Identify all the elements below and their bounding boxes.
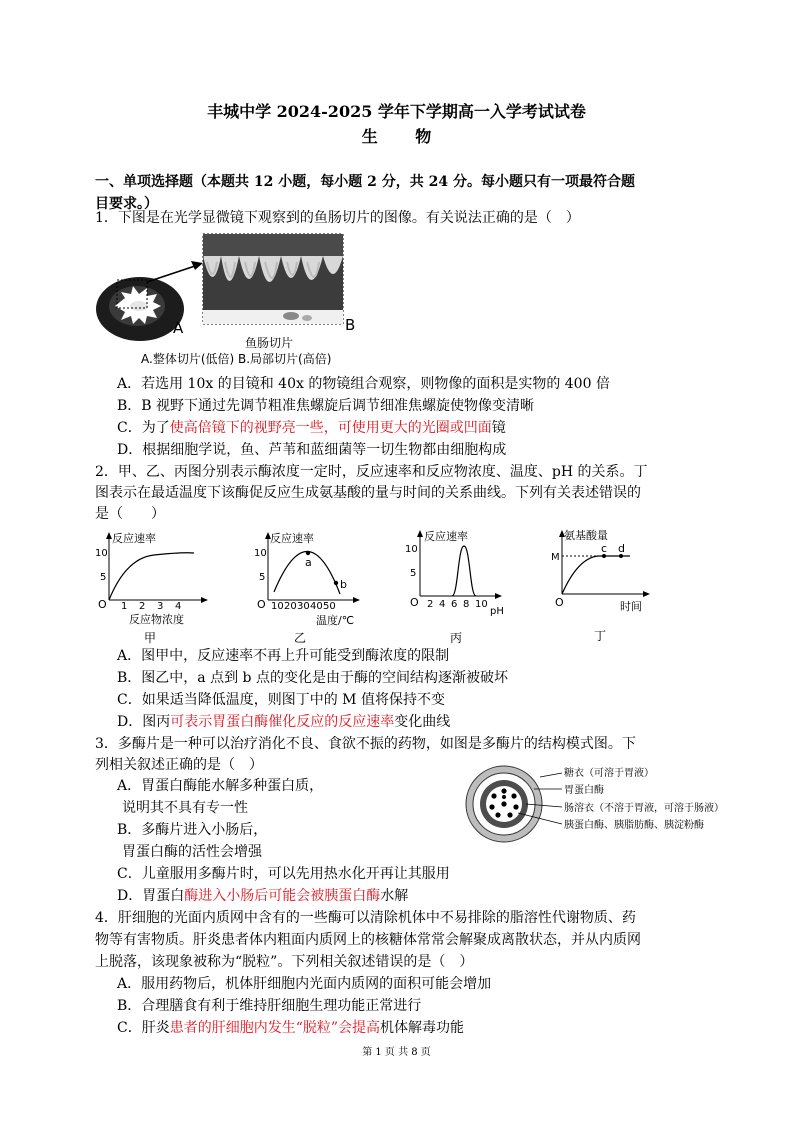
q1-stem: 1．下图是在光学显微镜下观察到的鱼肠切片的图像。有关说法正确的是（ ） bbox=[95, 210, 580, 226]
chart-yi-xtick-50: 50 bbox=[323, 601, 336, 612]
chart-bing-curve bbox=[452, 546, 476, 596]
q4-option-c bbox=[117, 1018, 464, 1038]
chart-ding bbox=[548, 524, 658, 646]
chart-bing-xtick-10: 10 bbox=[475, 599, 488, 610]
q3-option-d-post: 水解 bbox=[380, 888, 409, 904]
q1-label-a: A bbox=[173, 319, 184, 337]
q1-option-b: B．B 视野下通过先调节粗准焦螺旋后调节细准焦螺旋使物像变清晰 bbox=[117, 398, 535, 414]
q3-option-d-highlight: 酶进入小肠后可能会被胰蛋白酶 bbox=[184, 888, 381, 904]
q4-option-c-highlight: 患者的肝细胞内发生“脱粒”会提高 bbox=[169, 1020, 381, 1036]
chart-jia-xtick-3: 3 bbox=[157, 601, 164, 612]
chart-bing-xtick-8: 8 bbox=[463, 599, 470, 610]
q4-option-c-pre: C．肝炎 bbox=[117, 1020, 170, 1036]
chart-yi-origin: O bbox=[257, 598, 266, 611]
q2-option-d-post: 变化曲线 bbox=[394, 714, 451, 730]
q4-stem-line2: 物等有害物质。肝炎患者体内粗面内质网上的核糖体常常会解聚成离散状态，并从内质网 bbox=[95, 932, 641, 948]
fish-intestine-micrograph bbox=[95, 232, 385, 372]
q3-label-pepsin: 胃蛋白酶 bbox=[564, 785, 604, 796]
chart-bing-origin: O bbox=[410, 596, 419, 609]
chart-yi-label-b: b bbox=[340, 578, 347, 591]
q3-option-d bbox=[117, 886, 408, 906]
q2-stem-line3: 是（ ） bbox=[95, 506, 165, 522]
q4-option-c-post: 机体解毒功能 bbox=[380, 1020, 465, 1036]
q4-stem-line1: 4．肝细胞的光面内质网中含有的一些酶可以清除机体中不易排除的脂溶性代谢物质、药 bbox=[95, 910, 636, 926]
q1-option-c bbox=[117, 418, 506, 438]
chart-yi-ytick-5: 5 bbox=[259, 572, 266, 583]
chart-jia-xlabel: 反应物浓度 bbox=[129, 613, 184, 626]
q3-option-b-line2: 胃蛋白酶的活性会增强 bbox=[122, 844, 262, 860]
q3-label-enteric-coat: 肠溶衣（不溶于胃液，可溶于肠液） bbox=[564, 803, 724, 814]
q3-option-d-pre: D．胃蛋白 bbox=[117, 888, 185, 904]
q1-option-c-post: 镜 bbox=[491, 420, 506, 436]
multi-enzyme-tablet-diagram bbox=[462, 763, 742, 845]
chart-ding-label-c: c bbox=[601, 542, 608, 555]
chart-bing-name: 丙 bbox=[450, 631, 463, 645]
exam-title: 丰城中学 2024-2025 学年下学期高一入学考试试卷 bbox=[207, 102, 586, 121]
chart-bing-ylabel: 反应速率 bbox=[424, 530, 468, 543]
chart-jia-ylabel: 反应速率 bbox=[112, 532, 156, 545]
chart-yi-point-a bbox=[306, 551, 310, 555]
q3-label-pancreatic-enzymes: 胰蛋白酶、胰脂肪酶、胰淀粉酶 bbox=[564, 820, 704, 831]
section-heading-line1: 一、单项选择题（本题共 12 小题，每小题 2 分，共 24 分。每小题只有一项最符合题 bbox=[95, 174, 635, 190]
q1-label-b: B bbox=[345, 316, 356, 334]
q1-figure bbox=[95, 232, 385, 372]
chart-yi-xtick-30: 30 bbox=[297, 601, 310, 612]
q2-option-d-highlight: 可表示胃蛋白酶催化反应的反应速率 bbox=[170, 714, 395, 730]
q2-option-b: B．图乙中，a 点到 b 点的变化是由于酶的空间结构逐渐被破坏 bbox=[117, 670, 508, 686]
chart-yi-ylabel: 反应速率 bbox=[270, 532, 314, 545]
chart-bing-ytick-10: 10 bbox=[405, 544, 418, 555]
section-heading-line2: 目要求。） bbox=[95, 196, 158, 212]
chart-jia-ytick-10: 10 bbox=[95, 548, 108, 559]
chart-jia-xtick-4: 4 bbox=[175, 601, 182, 612]
chart-jia-origin: O bbox=[98, 598, 107, 611]
chart-yi bbox=[252, 528, 372, 646]
chart-ding-label-d: d bbox=[618, 542, 625, 555]
chart-yi-xtick-10: 10 bbox=[271, 601, 284, 612]
q2-option-d-pre: D．图丙 bbox=[117, 714, 171, 730]
chart-ding-ytick-m: M bbox=[551, 552, 560, 563]
chart-yi-xtick-40: 40 bbox=[310, 601, 323, 612]
chart-jia-name: 甲 bbox=[144, 631, 157, 645]
chart-jia-ytick-5: 5 bbox=[100, 572, 107, 583]
q3-option-a-line2: 说明其不具有专一性 bbox=[122, 800, 248, 816]
chart-yi-label-a: a bbox=[305, 556, 312, 569]
q1-option-a: A．若选用 10x 的目镜和 40x 的物镜组合观察，则物像的面积是实物的 400 倍 bbox=[117, 376, 610, 392]
q1-option-c-pre: C．为了 bbox=[117, 420, 170, 436]
q1-caption2: A.整体切片(低倍) B.局部切片(高倍) bbox=[141, 352, 332, 366]
chart-bing-svg bbox=[402, 526, 512, 646]
chart-jia-xtick-1: 1 bbox=[121, 601, 128, 612]
page-number: 第 1 页 共 8 页 bbox=[362, 1047, 431, 1058]
chart-jia-xtick-2: 2 bbox=[139, 601, 146, 612]
chart-bing-ytick-5: 5 bbox=[410, 568, 417, 579]
chart-jia-svg bbox=[92, 528, 222, 646]
q3-label-sugar-coat: 糖衣（可溶于胃液） bbox=[564, 768, 654, 779]
chart-ding-curve bbox=[562, 556, 630, 594]
q3-stem-line1: 3．多酶片是一种可以治疗消化不良、食欲不振的药物，如图是多酶片的结构模式图。下 bbox=[95, 736, 636, 752]
chart-ding-origin: O bbox=[555, 596, 564, 609]
q3-figure bbox=[462, 763, 742, 845]
chart-bing-xtick-2: 2 bbox=[427, 599, 434, 610]
q2-option-a: A．图甲中，反应速率不再上升可能受到酶浓度的限制 bbox=[117, 648, 450, 664]
chart-yi-xlabel: 温度/℃ bbox=[316, 614, 355, 627]
q2-option-c: C．如果适当降低温度，则图丁中的 M 值将保持不变 bbox=[117, 692, 445, 708]
chart-bing-xtick-4: 4 bbox=[439, 599, 446, 610]
q1-option-c-highlight: 使高倍镜下的视野亮一些，可使用更大的光圈或凹面 bbox=[169, 420, 492, 436]
chart-bing-xtick-6: 6 bbox=[451, 599, 458, 610]
q4-option-a: A．服用药物后，机体肝细胞内光面内质网的面积可能会增加 bbox=[117, 976, 492, 992]
chart-ding-svg bbox=[548, 524, 658, 646]
chart-ding-xlabel: 时间 bbox=[620, 600, 642, 613]
q2-stem-line1: 2．甲、乙、丙图分别表示酶浓度一定时，反应速率和反应物浓度、温度、pH 的关系。丁 bbox=[95, 464, 648, 480]
chart-ding-ylabel: 氨基酸量 bbox=[564, 529, 608, 542]
q3-option-a-line1: A．胃蛋白酶能水解多种蛋白质， bbox=[117, 778, 324, 794]
q3-option-c: C．儿童服用多酶片时，可以先用热水化开再让其服用 bbox=[117, 866, 450, 882]
chart-ding-name: 丁 bbox=[594, 629, 607, 643]
chart-bing-xlabel: pH bbox=[490, 606, 504, 617]
subject-title: 生 物 bbox=[361, 127, 448, 146]
chart-bing bbox=[402, 526, 512, 646]
q1-option-d: D．根据细胞学说，鱼、芦苇和蓝细菌等一切生物都由细胞构成 bbox=[117, 442, 507, 458]
q4-stem-line3: 上脱落，该现象被称为“脱粒”。下列相关叙述错误的是（ ） bbox=[95, 954, 474, 970]
chart-yi-ytick-10: 10 bbox=[254, 548, 267, 559]
q1-caption1: 鱼肠切片 bbox=[245, 336, 294, 350]
q3-option-b-line1: B．多酶片进入小肠后， bbox=[117, 822, 268, 838]
q4-option-b: B．合理膳食有利于维持肝细胞生理功能正常进行 bbox=[117, 998, 422, 1014]
chart-jia-curve bbox=[109, 553, 194, 600]
chart-jia bbox=[92, 528, 222, 646]
q2-option-d bbox=[117, 712, 450, 732]
chart-yi-svg bbox=[252, 528, 372, 646]
chart-yi-xtick-20: 20 bbox=[284, 601, 297, 612]
q2-stem-line2: 图表示在最适温度下该酶促反应生成氨基酸的量与时间的关系曲线。下列有关表述错误的 bbox=[95, 485, 641, 501]
q3-stem-line2: 列相关叙述正确的是（ ） bbox=[95, 757, 263, 773]
chart-yi-point-b bbox=[334, 581, 338, 585]
chart-yi-name: 乙 bbox=[294, 631, 307, 645]
